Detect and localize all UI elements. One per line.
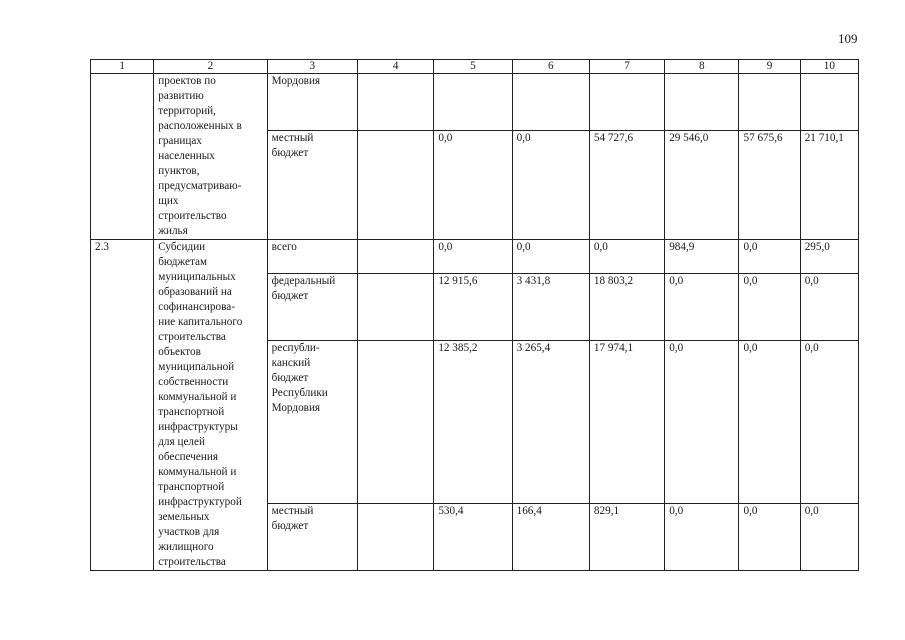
value-cell: 3 431,8 — [512, 274, 589, 341]
page-number: 109 — [838, 31, 858, 46]
value-cell — [358, 74, 434, 131]
value-cell: 0,0 — [739, 274, 800, 341]
value-cell — [358, 130, 434, 240]
column-header: 7 — [589, 60, 664, 74]
item-number-cell — [91, 74, 154, 240]
value-cell: 0,0 — [434, 130, 512, 240]
value-cell: 57 675,6 — [739, 130, 800, 240]
value-cell: 0,0 — [665, 504, 739, 571]
table-row — [91, 74, 859, 131]
value-cell: 29 546,0 — [665, 130, 739, 240]
value-cell: 54 727,6 — [589, 130, 664, 240]
value-cell — [589, 74, 664, 131]
value-cell: 21 710,1 — [800, 130, 858, 240]
funding-source-cell: Мордовия — [267, 74, 357, 131]
column-header: 6 — [512, 60, 589, 74]
column-header: 8 — [665, 60, 739, 74]
column-header: 3 — [267, 60, 357, 74]
value-cell: 295,0 — [800, 240, 858, 274]
table-row — [91, 240, 859, 274]
item-number-cell: 2.3 — [91, 240, 154, 571]
value-cell: 0,0 — [800, 341, 858, 504]
value-cell — [739, 74, 800, 131]
budget-table — [90, 59, 859, 571]
item-name-cell: Субсидии бюджетам муниципальных образований на софинансирова- ние капитального строительства объектов муниципальной собственности коммунальной и транспортной инфраструктуры для целей обеспечения коммунальной и транспортной инфраструктурой земельных участков для жилищного строительства — [154, 240, 267, 571]
value-cell: 829,1 — [589, 504, 664, 571]
item-name-cell: проектов по развитию территорий, расположенных в границах населенных пунктов, предусматриваю- щих строительство жилья — [154, 74, 267, 240]
value-cell: 166,4 — [512, 504, 589, 571]
value-cell: 0,0 — [739, 504, 800, 571]
column-header: 10 — [800, 60, 858, 74]
value-cell: 0,0 — [512, 130, 589, 240]
value-cell: 0,0 — [800, 504, 858, 571]
value-cell: 984,9 — [665, 240, 739, 274]
value-cell — [358, 240, 434, 274]
value-cell — [358, 274, 434, 341]
value-cell: 0,0 — [739, 341, 800, 504]
funding-source-cell: республи- канский бюджет Республики Мордовия — [267, 341, 357, 504]
value-cell: 12 915,6 — [434, 274, 512, 341]
value-cell: 18 803,2 — [589, 274, 664, 341]
value-cell — [434, 74, 512, 131]
value-cell — [358, 504, 434, 571]
funding-source-cell: местный бюджет — [267, 130, 357, 240]
value-cell: 530,4 — [434, 504, 512, 571]
value-cell: 0,0 — [512, 240, 589, 274]
value-cell: 12 385,2 — [434, 341, 512, 504]
value-cell: 0,0 — [665, 341, 739, 504]
value-cell — [512, 74, 589, 131]
value-cell: 0,0 — [434, 240, 512, 274]
funding-source-cell: федеральный бюджет — [267, 274, 357, 341]
column-header: 2 — [154, 60, 267, 74]
value-cell — [800, 74, 858, 131]
funding-source-cell: всего — [267, 240, 357, 274]
value-cell: 0,0 — [800, 274, 858, 341]
funding-source-cell: местный бюджет — [267, 504, 357, 571]
value-cell: 0,0 — [739, 240, 800, 274]
value-cell: 17 974,1 — [589, 341, 664, 504]
column-number-row — [91, 60, 859, 74]
value-cell: 3 265,4 — [512, 341, 589, 504]
column-header: 5 — [434, 60, 512, 74]
value-cell — [665, 74, 739, 131]
value-cell: 0,0 — [665, 274, 739, 341]
value-cell: 0,0 — [589, 240, 664, 274]
column-header: 1 — [91, 60, 154, 74]
value-cell — [358, 341, 434, 504]
column-header: 9 — [739, 60, 800, 74]
column-header: 4 — [358, 60, 434, 74]
